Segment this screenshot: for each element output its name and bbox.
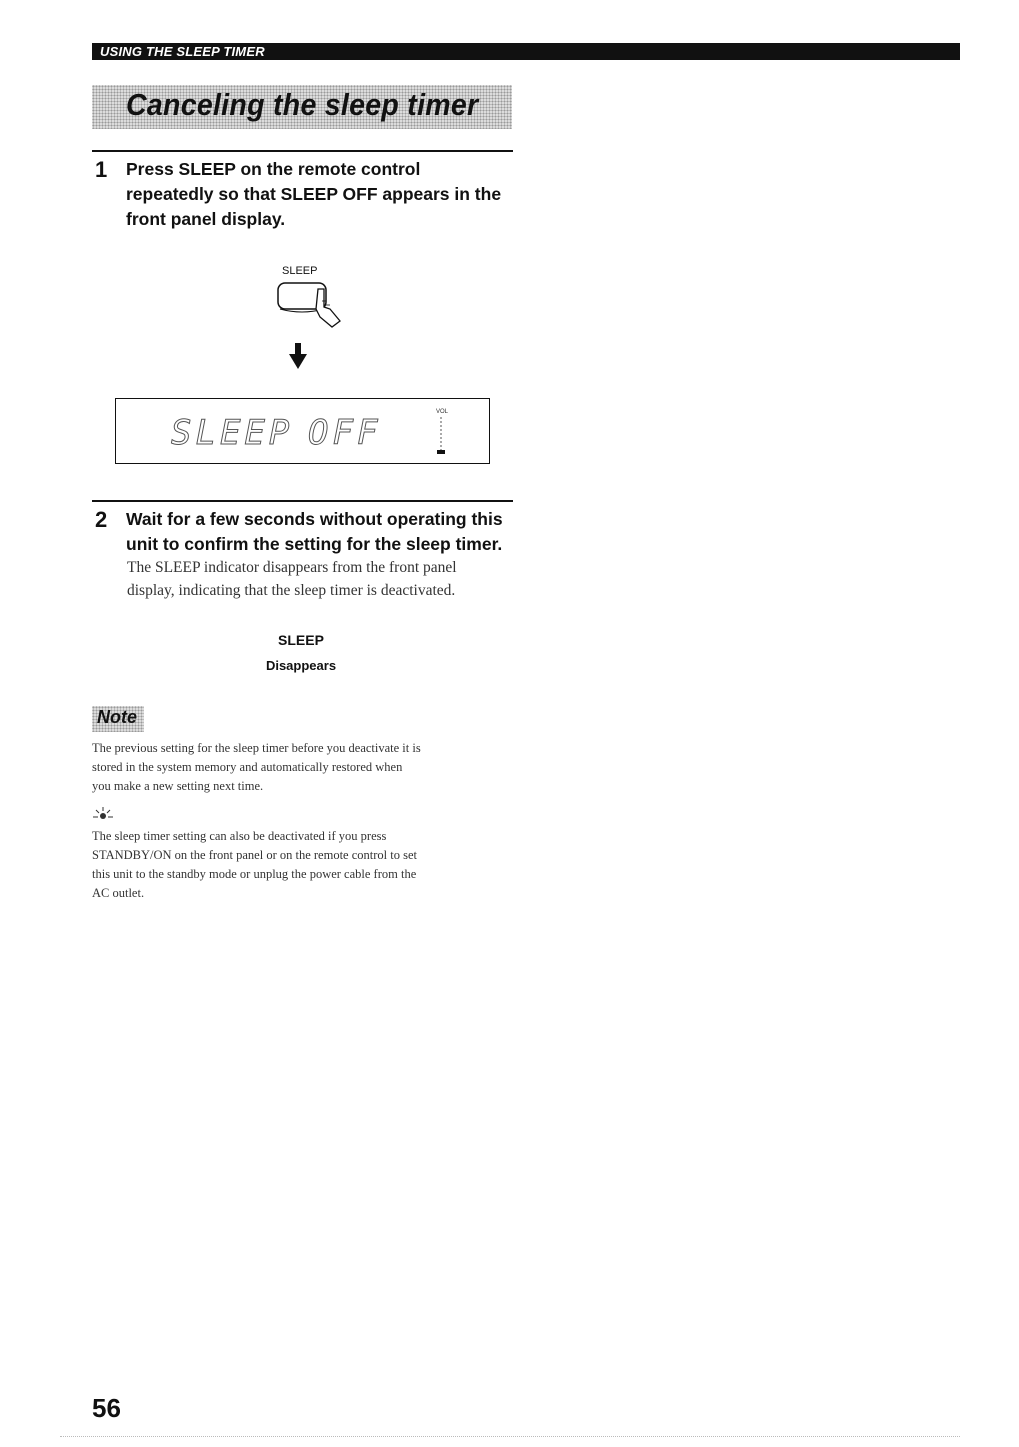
step2-line1: Wait for a few seconds without operating this: [126, 509, 503, 529]
tip-line4: AC outlet.: [92, 886, 145, 900]
bottom-divider: [60, 1436, 960, 1438]
step1-line3: front panel display.: [126, 209, 286, 229]
note-heading: Note: [97, 707, 137, 727]
step1-number: 1: [95, 157, 108, 182]
display-text-off: OFF: [308, 413, 382, 453]
tip-line1: The sleep timer setting can also be deactivated if you press: [92, 829, 387, 843]
down-arrow-icon: [289, 343, 307, 369]
remote-sleep-label: SLEEP: [282, 265, 318, 277]
tip-line3: this unit to the standby mode or unplug the power cable from the: [92, 867, 417, 881]
tip-lightbulb-icon: [93, 807, 113, 821]
indicator-label: SLEEP: [278, 632, 324, 648]
step2-number: 2: [95, 507, 108, 532]
step2-rule: [92, 500, 513, 502]
page-number: 56: [92, 1393, 121, 1423]
front-panel-display: [115, 398, 490, 464]
step1-line2: repeatedly so that SLEEP OFF appears in the: [126, 184, 502, 204]
indicator-status: Disappears: [265, 658, 337, 673]
section-header-bar: [92, 43, 960, 60]
display-text-sleep: SLEEP: [171, 413, 294, 453]
page-title: Canceling the sleep timer: [126, 87, 479, 122]
note-line1: The previous setting for the sleep timer before you deactivate it is: [92, 741, 421, 755]
finger-press-icon: [274, 279, 354, 329]
step2-line2: unit to confirm the setting for the sleep timer.: [126, 534, 503, 554]
tip-line2: STANDBY/ON on the front panel or on the remote control to set: [92, 848, 417, 862]
note-line2: stored in the system memory and automatically restored when: [92, 760, 403, 774]
step2-desc-line2: display, indicating that the sleep timer is deactivated.: [127, 582, 456, 599]
section-header-title: USING THE SLEEP TIMER: [100, 44, 265, 59]
step1-rule: [92, 150, 513, 152]
title-band: [92, 85, 512, 129]
note-heading-band: [92, 706, 144, 732]
step2-desc-line1: The SLEEP indicator disappears from the front panel: [127, 559, 457, 576]
display-vol-label: VOL: [436, 409, 449, 415]
step1-line1: Press SLEEP on the remote control: [126, 159, 421, 179]
volume-meter-icon: [437, 417, 445, 455]
note-line3: you make a new setting next time.: [92, 779, 264, 793]
